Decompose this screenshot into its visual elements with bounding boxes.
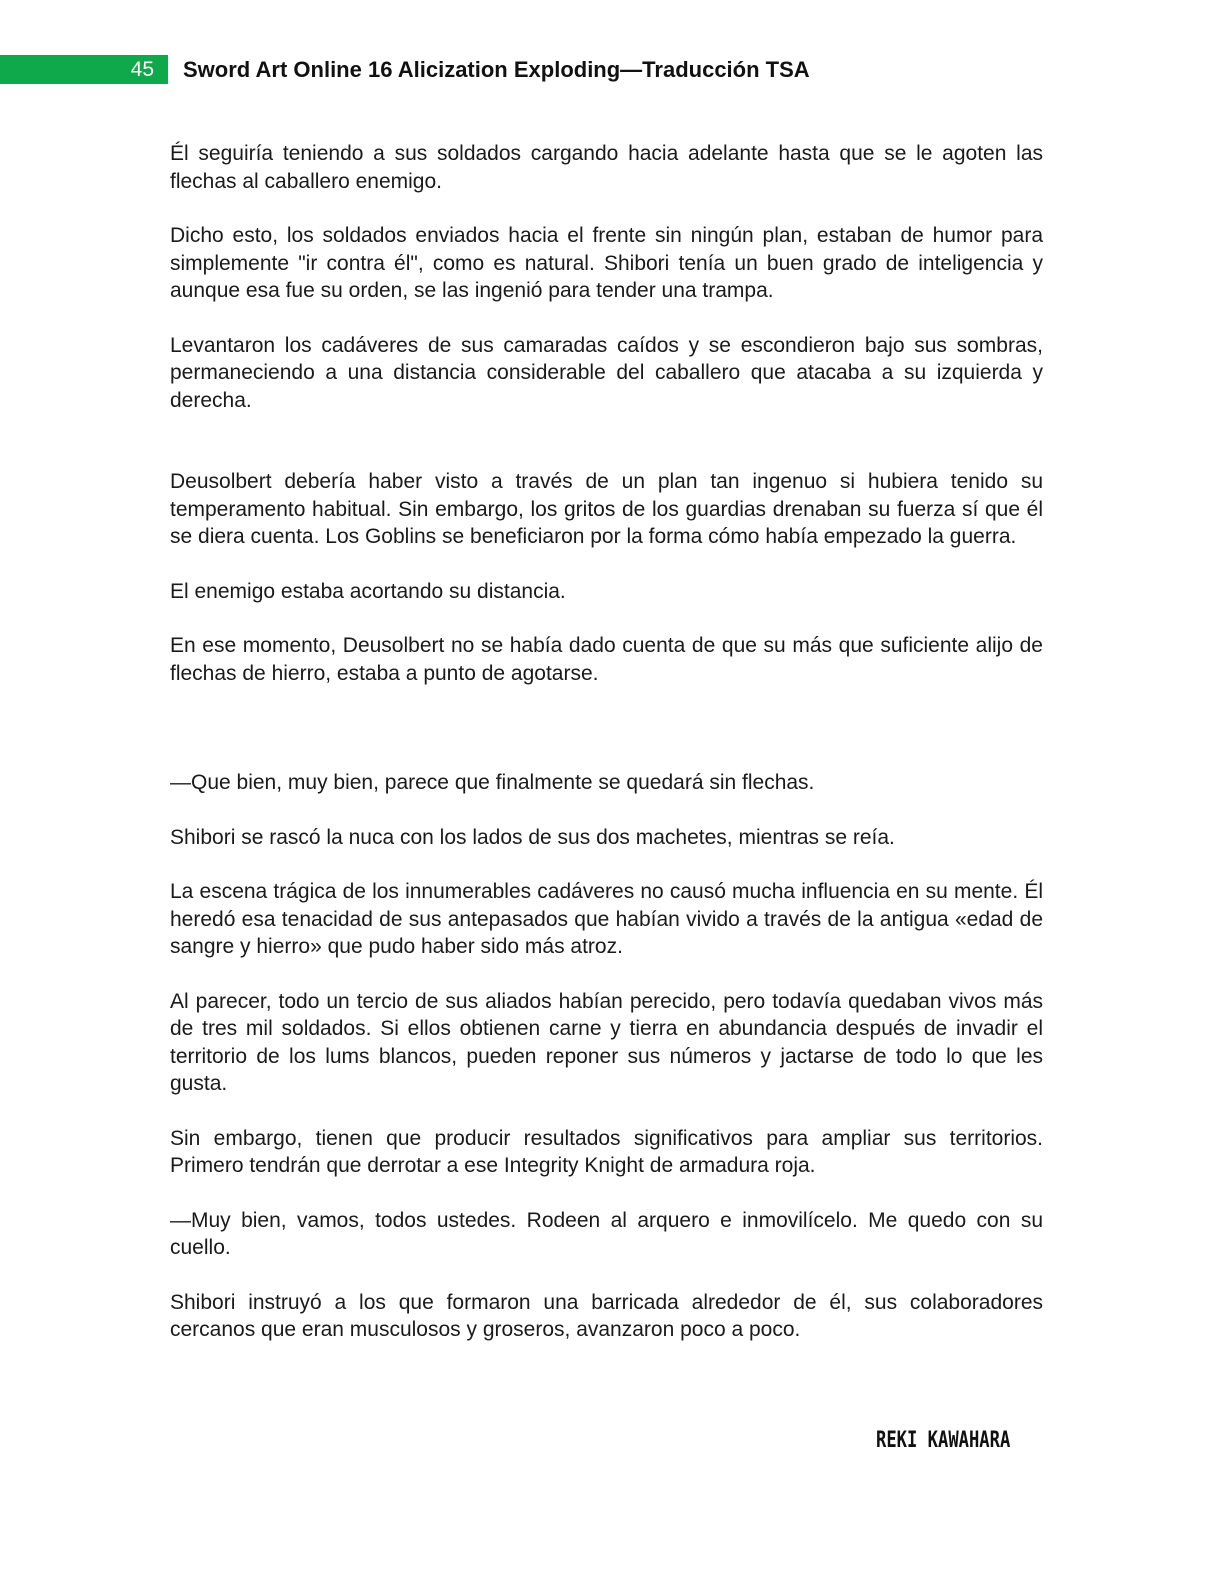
paragraph: El enemigo estaba acortando su distancia. — [170, 579, 566, 603]
paragraph: Dicho esto, los soldados enviados hacia el frente sin ningún plan, estaban de humor para simplemente "ir contra él", como es natural. Shibori tenía un buen grado de inteligencia y aunque esa fue su orden, se las ingenió para tender una trampa. — [170, 224, 1043, 302]
paragraph: Deusolbert debería haber visto a través de un plan tan ingenuo si hubiera tenido su temperamento habitual. Sin embargo, los gritos de los guardias drenaban su fuerza sí que él se diera cuenta. Los Goblins se beneficiaron por la forma cómo había empezado la guerra. — [170, 470, 1043, 548]
paragraph: Levantaron los cadáveres de sus camaradas caídos y se escondieron bajo sus sombras, permaneciendo a una distancia considerable del caballero que atacaba a su izquierda y derecha. — [170, 333, 1043, 412]
paragraph: La escena trágica de los innumerables cadáveres no causó mucha influencia en su mente. Él heredó esa tenacidad de sus antepasados que habían vivido a través de la antigua «edad de sangre y hierro» que pudo haber sido más atroz. — [170, 880, 1043, 958]
paragraph: Shibori se rascó la nuca con los lados de sus dos machetes, mientras se reía. — [170, 825, 895, 849]
paragraph: Sin embargo, tienen que producir resultados significativos para ampliar sus territorios. Primero tendrán que derrotar a ese Integrity Knight de armadura roja. — [170, 1126, 1043, 1177]
paragraph: Al parecer, todo un tercio de sus aliados habían perecido, pero todavía quedaban vivos más de tres mil soldados. Si ellos obtienen carne y tierra en abundancia después de invadir el territorio de los lums blancos, pueden reponer sus números y jactarse de todo lo que les gusta. — [170, 989, 1043, 1095]
paragraph: En ese momento, Deusolbert no se había dado cuenta de que su más que suficiente alijo de flechas de hierro, estaba a punto de agotarse. — [170, 634, 1043, 685]
page-number-bar — [0, 55, 168, 84]
paragraph: —Que bien, muy bien, parece que finalmente se quedará sin flechas. — [170, 771, 815, 794]
page-number: 45 — [130, 58, 154, 81]
document-title: Sword Art Online 16 Alicization Exploding—Traducción TSA — [183, 57, 810, 82]
page-header — [0, 55, 1224, 85]
author-name: REKI KAWAHARA — [876, 1428, 1011, 1453]
paragraph: Él seguiría teniendo a sus soldados cargando hacia adelante hasta que se le agoten las flechas al caballero enemigo. — [170, 142, 1043, 193]
paragraph: —Muy bien, vamos, todos ustedes. Rodeen al arquero e inmovilícelo. Me quedo con su cuello. — [170, 1208, 1043, 1259]
body-text — [170, 140, 1043, 1344]
paragraph: Shibori instruyó a los que formaron una barricada alrededor de él, sus colaboradores cercanos que eran musculosos y groseros, avanzaron poco a poco. — [170, 1290, 1043, 1341]
